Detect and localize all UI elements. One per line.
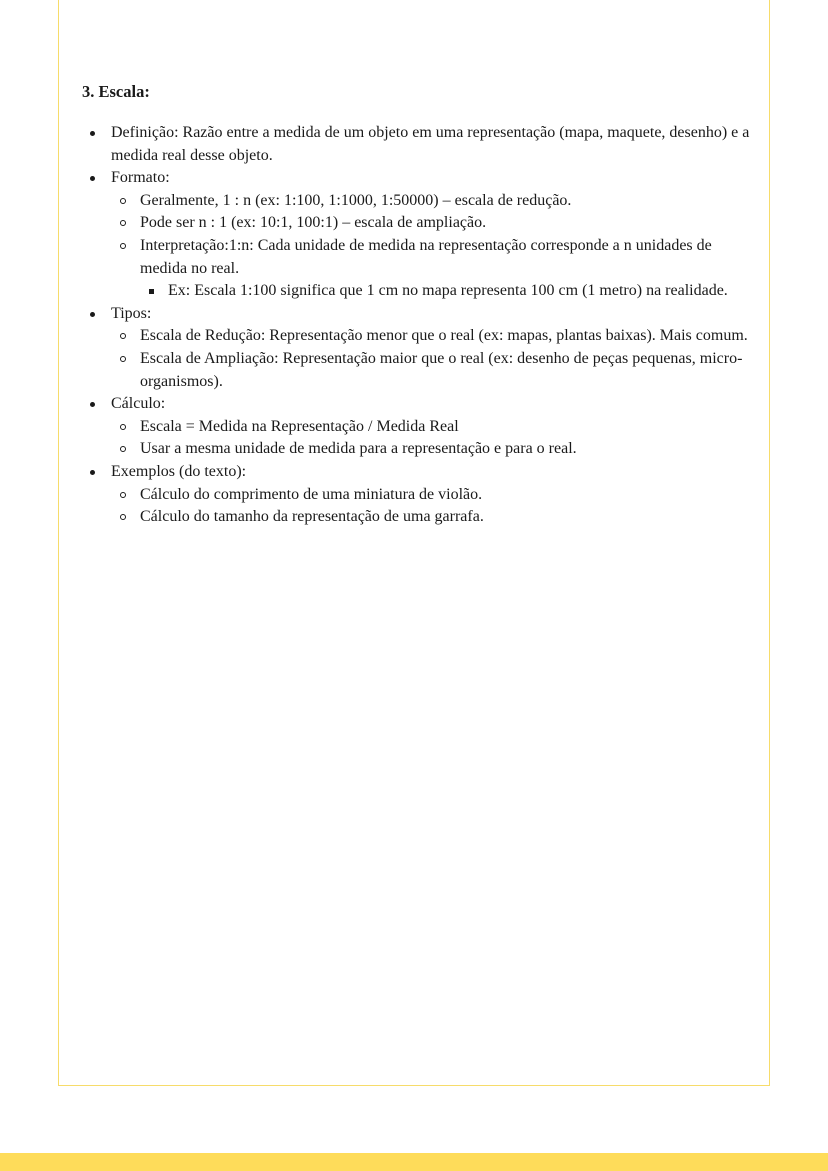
sub-list-item-text: Usar a mesma unidade de medida para a representação e para o real. xyxy=(140,440,577,458)
list-item-text: Formato: xyxy=(111,169,170,187)
list-item-definicao xyxy=(82,122,762,167)
sub-list-item xyxy=(111,235,762,303)
bullet-circle-icon xyxy=(120,220,126,226)
sub-list xyxy=(111,484,762,529)
bullet-disc-icon xyxy=(90,131,95,136)
list-item-text: Definição: Razão entre a medida de um objeto em uma representação (mapa, maquete, desenho) e a medida real desse objeto. xyxy=(111,124,750,164)
bullet-disc-icon xyxy=(90,176,95,181)
sub-sub-list-item-text: Ex: Escala 1:100 significa que 1 cm no mapa representa 100 cm (1 metro) na realidade. xyxy=(168,282,728,300)
sub-list-item-text: Cálculo do comprimento de uma miniatura de violão. xyxy=(140,485,483,503)
list-item-text: Cálculo: xyxy=(111,395,166,413)
bullet-list xyxy=(82,122,762,529)
sub-list-item-text: Escala de Ampliação: Representação maior que o real (ex: desenho de peças pequenas, micro-organismos). xyxy=(140,349,743,390)
bullet-disc-icon xyxy=(90,470,95,475)
sub-list-item xyxy=(111,416,762,439)
sub-list-item-text: Escala = Medida na Representação / Medida Real xyxy=(140,417,459,435)
bullet-circle-icon xyxy=(120,243,126,249)
section-heading: 3. Escala: xyxy=(82,82,150,101)
document-content xyxy=(82,80,762,529)
footer-band xyxy=(0,1153,828,1171)
sub-list-item-text: Escala de Redução: Representação menor que o real (ex: mapas, plantas baixas). Mais comum. xyxy=(140,327,748,345)
sub-sub-list-item xyxy=(140,280,762,303)
bullet-disc-icon xyxy=(90,402,95,407)
list-item-formato xyxy=(82,167,762,303)
bullet-circle-icon xyxy=(120,356,126,362)
sub-list-item-text: Cálculo do tamanho da representação de uma garrafa. xyxy=(140,508,484,526)
sub-list-item-text: Pode ser n : 1 (ex: 10:1, 100:1) – escala de ampliação. xyxy=(140,214,487,232)
bullet-circle-icon xyxy=(120,198,126,204)
sub-list-item xyxy=(111,484,762,507)
sub-list-item xyxy=(111,325,762,348)
bullet-square-icon xyxy=(149,289,154,294)
list-item-exemplos xyxy=(82,461,762,529)
sub-list xyxy=(111,416,762,461)
bullet-circle-icon xyxy=(120,514,126,520)
bullet-circle-icon xyxy=(120,446,126,452)
sub-list-item xyxy=(111,506,762,529)
bullet-circle-icon xyxy=(120,333,126,339)
sub-list-item xyxy=(111,438,762,461)
sub-list-item-text: Interpretação:1:n: Cada unidade de medida na representação corresponde a n unidades de medida no real. xyxy=(140,236,712,277)
sub-list-item xyxy=(111,190,762,213)
sub-list-item xyxy=(111,348,762,393)
bullet-disc-icon xyxy=(90,312,95,317)
sub-list-item xyxy=(111,212,762,235)
list-item-text: Exemplos (do texto): xyxy=(111,462,247,480)
list-item-calculo xyxy=(82,393,762,461)
bullet-circle-icon xyxy=(120,424,126,430)
sub-list xyxy=(111,190,762,303)
list-item-text: Tipos: xyxy=(111,304,152,322)
bullet-circle-icon xyxy=(120,492,126,498)
list-item-tipos xyxy=(82,303,762,393)
sub-list xyxy=(111,325,762,393)
sub-list-item-text: Geralmente, 1 : n (ex: 1:100, 1:1000, 1:50000) – escala de redução. xyxy=(140,191,572,209)
sub-sub-list xyxy=(140,280,762,303)
